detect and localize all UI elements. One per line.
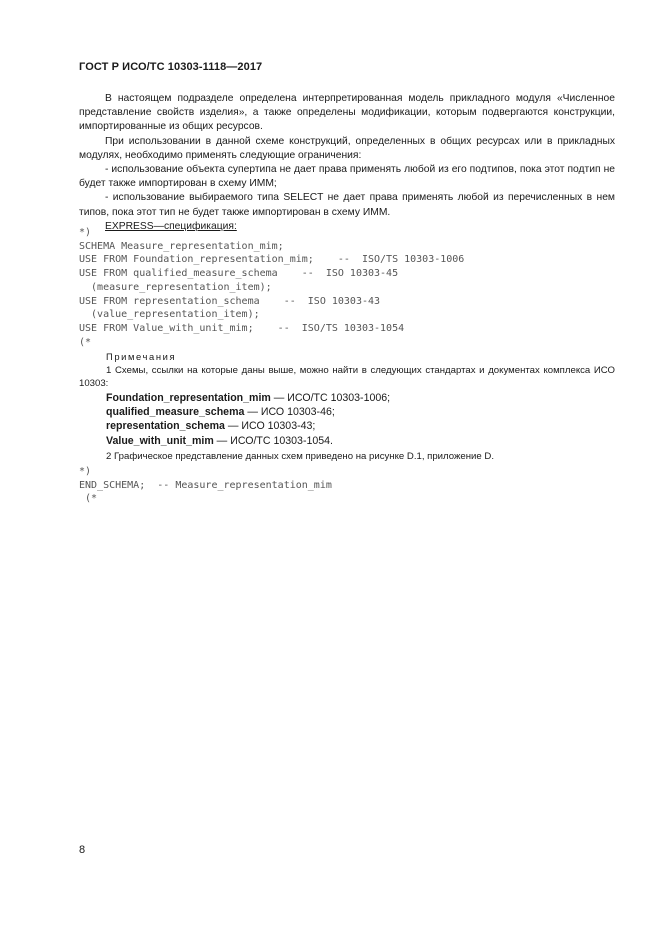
express-spec-heading: EXPRESS—спецификация: (105, 220, 237, 232)
code-line: USE FROM representation_schema -- ISO 10303-43 (79, 295, 381, 307)
code-line: END_SCHEMA; -- Measure_representation_mim (79, 479, 332, 491)
code-line: (* (79, 493, 98, 505)
reference-doc: — ИСО 10303-46; (244, 406, 335, 419)
code-line: USE FROM Foundation_representation_mim; -- ISO/TS 10303-1006 (79, 254, 465, 266)
paragraph-constraints: При использовании в данной схеме конструкций, определенных в общих ресурсах или в прикладных модулях, необходимо применять следующие ограничения: (79, 135, 615, 161)
code-line: USE FROM qualified_measure_schema -- ISO 10303-45 (79, 268, 399, 280)
code-line: *) (79, 466, 92, 477)
reference-name: Value_with_unit_mim (106, 434, 214, 447)
notes-title: Примечания (106, 351, 177, 362)
paragraph-intro: В настоящем подразделе определена интерпретированная модель прикладного модуля «Численное представление свойств изделия», а также определены модификации, которым подвергаются конструкции, импортированные из общих ресурсов. (79, 93, 615, 133)
reference-item (106, 419, 615, 433)
code-line: USE FROM Value_with_unit_mim; -- ISO/TS 10303-1054 (79, 322, 405, 334)
code-line: (* (79, 336, 92, 348)
reference-name: qualified_measure_schema (106, 406, 245, 419)
constraint-select: - использование выбираемого типа SELECT не дает права применять любой из перечисленных в нем типов, пока этот тип не будет также импортирован в схему ИММ. (79, 192, 615, 218)
reference-item (106, 391, 615, 405)
express-code-block-1 (79, 226, 464, 349)
notes-section (79, 350, 615, 464)
reference-doc: — ИСО/ТС 10303-1006; (270, 391, 391, 404)
note-1: 1 Схемы, ссылки на которые даны выше, можно найти в следующих стандартах и документах комплекса ИСО 10303: (79, 364, 615, 390)
reference-list (79, 391, 615, 448)
code-line: (value_representation_item); (79, 309, 260, 321)
reference-doc: — ИСО 10303-43; (224, 420, 316, 433)
code-line: (measure_representation_item); (79, 281, 272, 293)
page-number: 8 (79, 844, 86, 856)
reference-name: Foundation_representation_mim (106, 391, 271, 404)
reference-item (106, 434, 615, 448)
document-header: ГОСТ Р ИСО/ТС 10303-1118—2017 (79, 61, 263, 73)
note-2: 2 Графическое представление данных схем приведено на рисунке D.1, приложение D. (106, 450, 494, 462)
express-code-block-2 (79, 465, 332, 506)
intro-section (79, 92, 615, 234)
reference-doc: — ИСО/ТС 10303-1054. (213, 434, 333, 447)
constraint-supertype: - использование объекта супертипа не дает права применять любой из его подтипов, пока этот подтип не будет также импортирован в схему ИММ; (79, 164, 615, 190)
code-line: *) (79, 227, 92, 238)
reference-item (106, 405, 615, 419)
code-line: SCHEMA Measure_representation_mim; (79, 240, 284, 252)
reference-name: representation_schema (106, 420, 225, 433)
